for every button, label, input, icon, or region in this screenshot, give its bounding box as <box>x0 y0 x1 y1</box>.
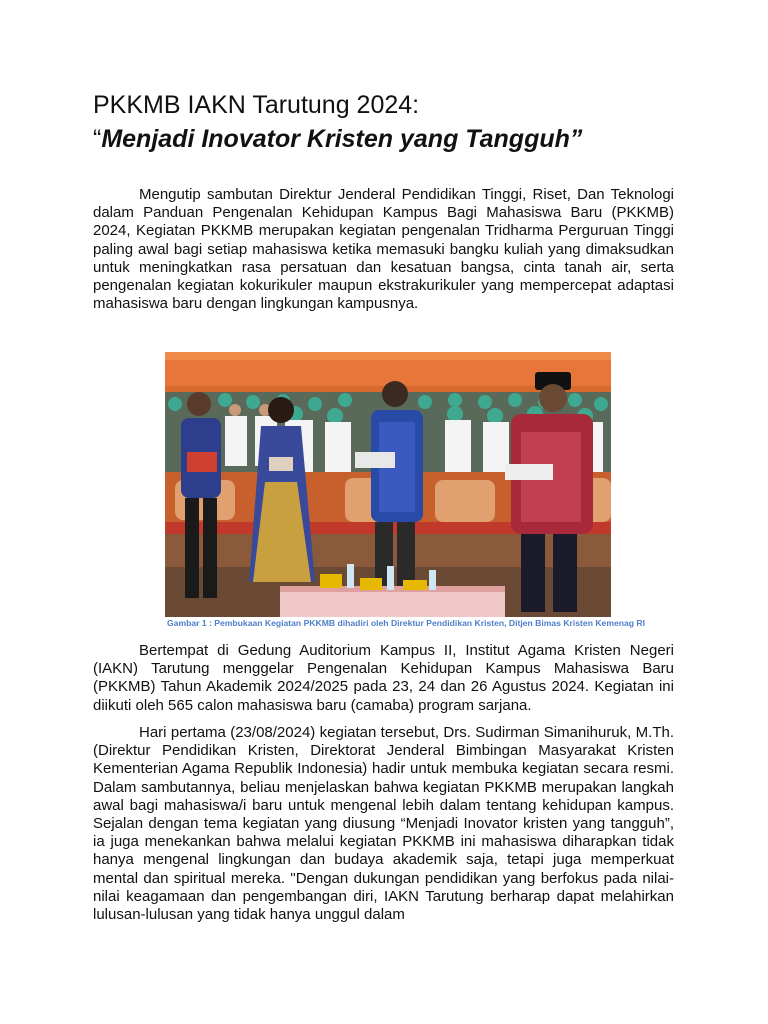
title-theme: Menjadi Inovator Kristen yang Tangguh” <box>101 125 583 153</box>
title-line-2 <box>93 122 693 156</box>
title-quote-open: “ <box>93 125 102 153</box>
figure-caption: Gambar 1 : Pembukaan Kegiatan PKKMB dihadiri oleh Direktur Pendidikan Kristen, Ditjen Bimas Kristen Kemenag RI <box>166 618 646 628</box>
event-photo <box>165 352 611 617</box>
document-title <box>93 88 693 156</box>
paragraph-intro: Mengutip sambutan Direktur Jenderal Pendidikan Tinggi, Riset, Dan Teknologi dalam Panduan Pengenalan Kehidupan Kampus Bagi Mahasiswa Baru (PKKMB) 2024, Kegiatan PKKMB merupakan kegiatan pengenalan Tridharma Perguruan Tinggi paling awal bagi setiap mahasiswa ketika memasuki bangku kuliah yang dimaksudkan untuk meningkatkan rasa persatuan dan kesatuan bangsa, cinta tanah air, serta pengenalan kegiatan kokurikuler maupun ekstrakurikuler yang mempercepat adaptasi mahasiswa baru dengan lingkungan kampusnya. <box>93 186 674 313</box>
title-line-1: PKKMB IAKN Tarutung 2024: <box>93 91 420 119</box>
paragraph-venue: Bertempat di Gedung Auditorium Kampus II, Institut Agama Kristen Negeri (IAKN) Tarutung menggelar Pengenalan Kehidupan Kampus Mahasiswa Baru (PKKMB) Tahun Akademik 2024/2025 pada 23, 24 dan 26 Agustus 2024. Kegiatan ini diikuti oleh 565 calon mahasiswa baru (camaba) program sarjana. <box>93 642 674 714</box>
paragraph-first-day: Hari pertama (23/08/2024) kegiatan tersebut, Drs. Sudirman Simanihuruk, M.Th. (Direktur Pendidikan Kristen, Direktorat Jenderal Bimbingan Masyarakat Kristen Kementerian Agama Republik Indonesia) hadir untuk membuka kegiatan secara resmi. Dalam sambutannya, beliau menjelaskan bahwa kegiatan PKKMB merupakan langkah awal bagi mahasiswa/i baru untuk mengenal lebih dalam tentang kehidupan kampus. Sejalan dengan tema kegiatan yang diusung “Menjadi Inovator kristen yang tangguh”, ia juga menekankan bahwa melalui kegiatan PKKMB ini mahasiswa diharapkan tidak hanya mengenal lingkungan dan budaya akademik saja, tetapi juga memperkuat mental dan spiritual mereka. "Dengan dukungan pendidikan yang berfokus pada nilai-nilai keagamaan dan pengembangan diri, IAKN Tarutung berharap dapat melahirkan lulusan-lulusan yang tidak hanya unggul dalam <box>93 724 674 924</box>
